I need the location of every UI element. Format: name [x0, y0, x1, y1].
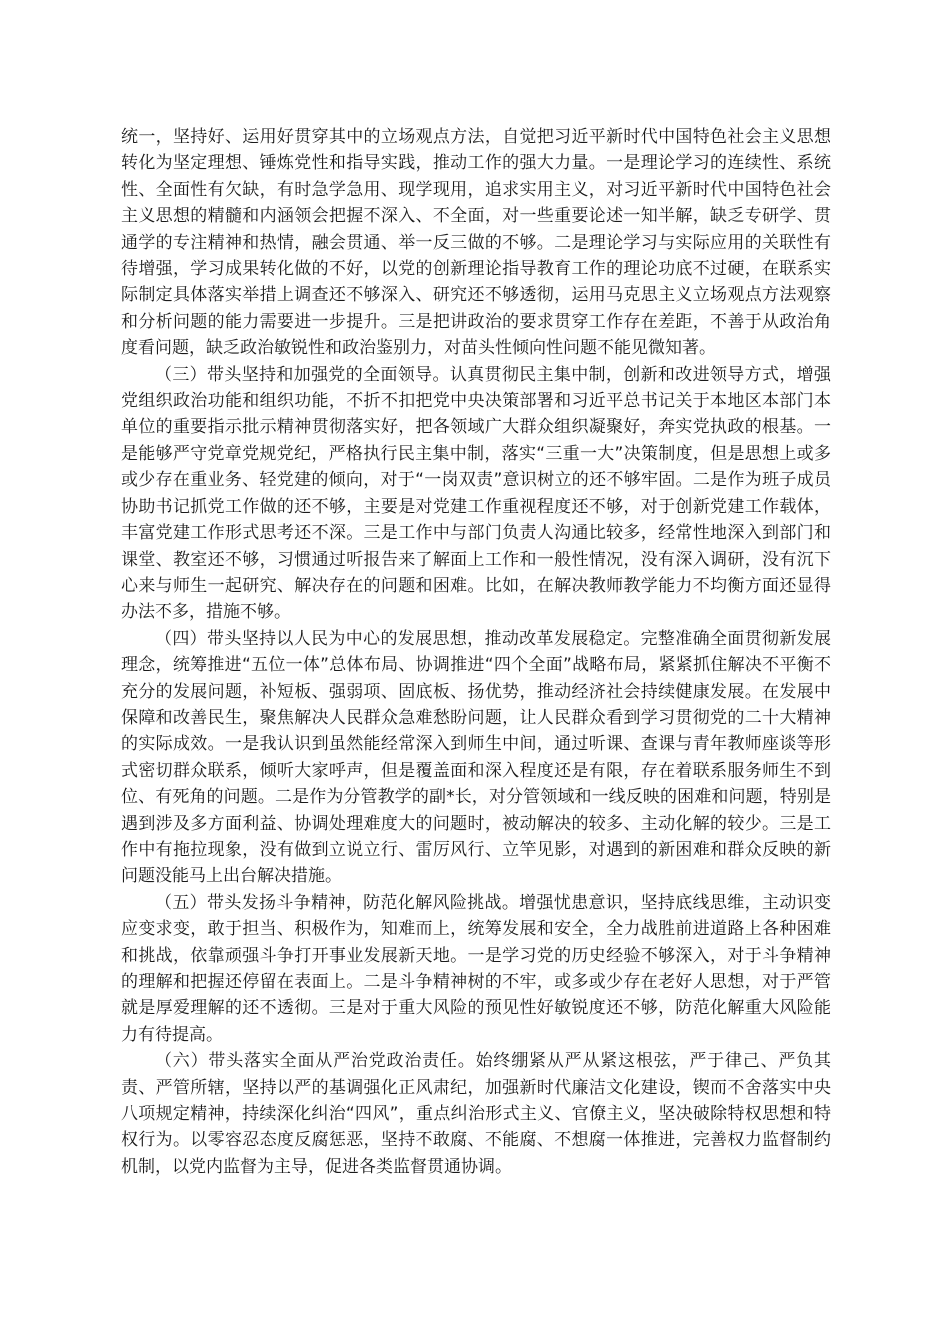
document-body — [121, 124, 831, 1180]
paragraph-section-6: （六）带头落实全面从严治党政治责任。始终绷紧从严从紧这根弦，严于律己、严负其责、严管所辖，坚持以严的基调强化正风肃纪，加强新时代廉洁文化建设，锲而不舍落实中央八项规定精神，持续深化纠治“四风”，重点纠治形式主义、官僚主义，坚决破除特权思想和特权行为。以零容忍态度反腐惩恶，坚持不敢腐、不能腐、不想腐一体推进，完善权力监督制约机制，以党内监督为主导，促进各类监督贯通协调。 — [121, 1051, 831, 1177]
paragraph-section-5: （五）带头发扬斗争精神，防范化解风险挑战。增强忧患意识，坚持底线思维，主动识变应变求变，敢于担当、积极作为，知难而上，统筹发展和安全，全力战胜前进道路上各种困难和挑战，依靠顽强斗争打开事业发展新天地。一是学习党的历史经验不够深入，对于斗争精神的理解和把握还停留在表面上。二是斗争精神树的不牢，或多或少存在老好人思想，对于严管就是厚爱理解的还不透彻。三是对于重大风险的预见性好敏锐度还不够，防范化解重大风险能力有待提高。 — [121, 892, 831, 1045]
paragraph-section-3: （三）带头坚持和加强党的全面领导。认真贯彻民主集中制，创新和改进领导方式，增强党组织政治功能和组织功能，不折不扣把党中央决策部署和习近平总书记关于本地区本部门本单位的重要指示批示精神贯彻落实好，把各领域广大群众组织凝聚好，奔实党执政的根基。一是能够严守党章党规党纪，严格执行民主集中制，落实“三重一大”决策制度，但是思想上或多或少存在重业务、轻党建的倾向，对于“一岗双责”意识树立的还不够牢固。二是作为班子成员协助书记抓党工作做的还不够，主要是对党建工作重视程度还不够，对于创新党建工作载体，丰富党建工作形式思考还不深。三是工作中与部门负责人沟通比较多，经常性地深入到部门和课堂、教室还不够，习惯通过听报告来了解面上工作和一般性情况，没有深入调研，没有沉下心来与师生一起研究、解决存在的问题和困难。比如，在解决教师教学能力不均衡方面还显得办法不多，措施不够。 — [121, 364, 831, 623]
paragraph-continuation: 统一，坚持好、运用好贯穿其中的立场观点方法，自觉把习近平新时代中国特色社会主义思想转化为坚定理想、锤炼党性和指导实践，推动工作的强大力量。一是理论学习的连续性、系统性、全面性有欠缺，有时急学急用、现学现用，追求实用主义，对习近平新时代中国特色社会主义思想的精髓和内涵领会把握不深入、不全面，对一些重要论述一知半解，缺乏专研学、贯通学的专注精神和热情，融会贯通、举一反三做的不够。二是理论学习与实际应用的关联性有待增强，学习成果转化做的不好，以党的创新理论指导教育工作的理论功底不过硬，在联系实际制定具体落实举措上调查还不够深入、研究还不够透彻，运用马克思主义立场观点方法观察和分析问题的能力需要进一步提升。三是把讲政治的要求贯穿工作存在差距，不善于从政治角度看问题，缺乏政治敏锐性和政治鉴别力，对苗头性倾向性问题不能见微知著。 — [121, 127, 831, 359]
paragraph-section-4: （四）带头坚持以人民为中心的发展思想，推动改革发展稳定。完整准确全面贯彻新发展理念，统筹推进“五位一体”总体布局、协调推进“四个全面”战略布局，紧紧抓住解决不平衡不充分的发展问题，补短板、强弱项、固底板、扬优势，推动经济社会持续健康发展。在发展中保障和改善民生，聚焦解决人民群众急难愁盼问题，让人民群众看到学习贯彻党的二十大精神的实际成效。一是我认识到虽然能经常深入到师生中间，通过听课、查课与青年教师座谈等形式密切群众联系，倾听大家呼声，但是覆盖面和深入程度还是有限，存在着联系服务师生不到位、有死角的问题。二是作为分管教学的副*长，对分管领域和一线反映的困难和问题，特别是遇到涉及多方面利益、协调处理难度大的问题时，被动解决的较多、主动化解的较少。三是工作中有拖拉现象，没有做到立说立行、雷厉风行、立竿见影，对遇到的新困难和群众反映的新问题没能马上出台解决措施。 — [121, 628, 831, 887]
